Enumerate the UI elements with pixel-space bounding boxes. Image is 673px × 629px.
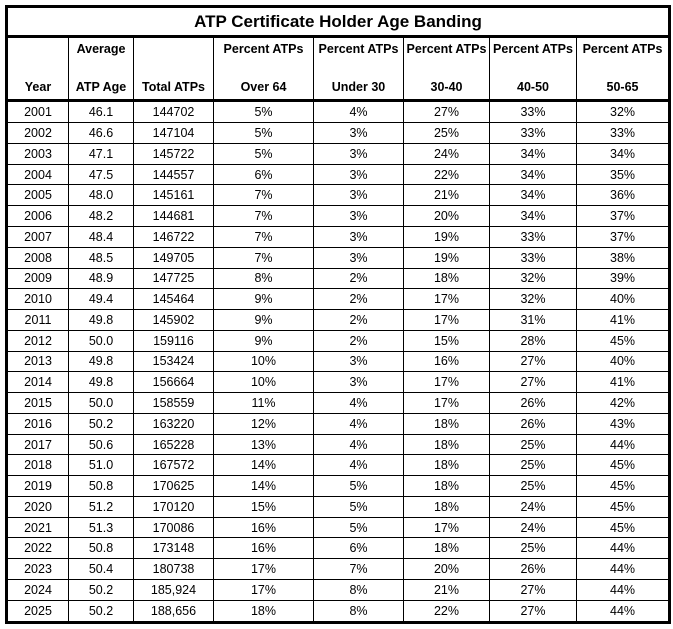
column-header-line1 <box>135 42 212 56</box>
cell-percent-50-65: 45% <box>577 476 670 497</box>
cell-percent-30-40: 17% <box>404 372 490 393</box>
cell-year: 2002 <box>7 123 69 144</box>
cell-percent-under-30: 4% <box>314 393 404 414</box>
cell-total-atps: 170120 <box>134 496 214 517</box>
column-header-line1: Percent ATPs <box>493 42 573 56</box>
cell-percent-30-40: 27% <box>404 101 490 123</box>
cell-percent-under-30: 3% <box>314 351 404 372</box>
cell-percent-over-64: 15% <box>214 496 314 517</box>
cell-total-atps: 165228 <box>134 434 214 455</box>
cell-year: 2015 <box>7 393 69 414</box>
table-row <box>7 247 670 268</box>
cell-percent-under-30: 5% <box>314 496 404 517</box>
cell-percent-40-50: 32% <box>490 268 577 289</box>
cell-percent-30-40: 21% <box>404 185 490 206</box>
table-row <box>7 268 670 289</box>
cell-percent-50-65: 41% <box>577 310 670 331</box>
cell-percent-under-30: 2% <box>314 289 404 310</box>
cell-total-atps: 146722 <box>134 226 214 247</box>
column-header-line2: 50-65 <box>606 80 639 94</box>
cell-percent-under-30: 4% <box>314 413 404 434</box>
table-row <box>7 164 670 185</box>
cell-percent-50-65: 37% <box>577 206 670 227</box>
cell-year: 2013 <box>7 351 69 372</box>
cell-percent-50-65: 40% <box>577 351 670 372</box>
table-row <box>7 289 670 310</box>
cell-year: 2021 <box>7 517 69 538</box>
table-row <box>7 143 670 164</box>
cell-percent-under-30: 5% <box>314 476 404 497</box>
cell-percent-40-50: 34% <box>490 185 577 206</box>
cell-percent-40-50: 34% <box>490 206 577 227</box>
cell-percent-30-40: 20% <box>404 206 490 227</box>
cell-percent-over-64: 5% <box>214 143 314 164</box>
cell-percent-over-64: 14% <box>214 476 314 497</box>
cell-percent-50-65: 44% <box>577 559 670 580</box>
cell-percent-over-64: 16% <box>214 538 314 559</box>
cell-percent-over-64: 10% <box>214 372 314 393</box>
cell-percent-50-65: 45% <box>577 517 670 538</box>
header-row <box>7 37 670 101</box>
cell-year: 2022 <box>7 538 69 559</box>
column-header-line1: Percent ATPs <box>406 42 487 56</box>
cell-year: 2005 <box>7 185 69 206</box>
cell-average-atp-age: 49.8 <box>69 372 134 393</box>
cell-percent-under-30: 7% <box>314 559 404 580</box>
cell-average-atp-age: 51.0 <box>69 455 134 476</box>
cell-year: 2006 <box>7 206 69 227</box>
cell-percent-50-65: 36% <box>577 185 670 206</box>
cell-percent-30-40: 17% <box>404 310 490 331</box>
title-row <box>7 7 670 37</box>
cell-percent-over-64: 5% <box>214 123 314 144</box>
cell-total-atps: 147725 <box>134 268 214 289</box>
table-row <box>7 455 670 476</box>
cell-average-atp-age: 50.2 <box>69 579 134 600</box>
cell-percent-40-50: 28% <box>490 330 577 351</box>
cell-percent-30-40: 17% <box>404 393 490 414</box>
cell-average-atp-age: 50.2 <box>69 413 134 434</box>
cell-percent-30-40: 22% <box>404 600 490 622</box>
cell-percent-40-50: 34% <box>490 143 577 164</box>
column-header-line2: Total ATPs <box>142 80 205 94</box>
cell-percent-30-40: 22% <box>404 164 490 185</box>
cell-average-atp-age: 50.8 <box>69 538 134 559</box>
table-row <box>7 123 670 144</box>
cell-percent-over-64: 9% <box>214 310 314 331</box>
cell-total-atps: 145902 <box>134 310 214 331</box>
table-row <box>7 434 670 455</box>
cell-average-atp-age: 49.4 <box>69 289 134 310</box>
cell-percent-50-65: 33% <box>577 123 670 144</box>
cell-percent-40-50: 34% <box>490 164 577 185</box>
cell-year: 2020 <box>7 496 69 517</box>
cell-average-atp-age: 50.8 <box>69 476 134 497</box>
cell-year: 2008 <box>7 247 69 268</box>
cell-average-atp-age: 49.8 <box>69 351 134 372</box>
cell-percent-over-64: 7% <box>214 206 314 227</box>
cell-percent-under-30: 5% <box>314 517 404 538</box>
cell-year: 2010 <box>7 289 69 310</box>
table-row <box>7 185 670 206</box>
column-header <box>490 37 577 101</box>
cell-percent-over-64: 16% <box>214 517 314 538</box>
cell-percent-40-50: 33% <box>490 247 577 268</box>
cell-year: 2019 <box>7 476 69 497</box>
cell-percent-over-64: 12% <box>214 413 314 434</box>
cell-percent-30-40: 20% <box>404 559 490 580</box>
column-header <box>134 37 214 101</box>
column-header-line1: Percent ATPs <box>582 42 663 56</box>
table-row <box>7 517 670 538</box>
cell-percent-under-30: 8% <box>314 579 404 600</box>
cell-year: 2016 <box>7 413 69 434</box>
cell-year: 2001 <box>7 101 69 123</box>
cell-total-atps: 153424 <box>134 351 214 372</box>
cell-total-atps: 188,656 <box>134 600 214 622</box>
cell-total-atps: 170625 <box>134 476 214 497</box>
cell-percent-30-40: 17% <box>404 517 490 538</box>
cell-year: 2014 <box>7 372 69 393</box>
cell-total-atps: 145722 <box>134 143 214 164</box>
cell-percent-50-65: 44% <box>577 434 670 455</box>
atp-age-banding-table <box>5 5 671 624</box>
cell-percent-over-64: 7% <box>214 247 314 268</box>
column-header-line2: ATP Age <box>75 80 127 94</box>
cell-percent-50-65: 45% <box>577 455 670 476</box>
cell-percent-50-65: 34% <box>577 143 670 164</box>
cell-percent-30-40: 18% <box>404 476 490 497</box>
cell-percent-40-50: 25% <box>490 434 577 455</box>
table-body <box>7 101 670 623</box>
cell-percent-under-30: 4% <box>314 101 404 123</box>
table-row <box>7 559 670 580</box>
cell-percent-50-65: 35% <box>577 164 670 185</box>
cell-percent-40-50: 27% <box>490 372 577 393</box>
cell-percent-over-64: 7% <box>214 185 314 206</box>
cell-percent-over-64: 13% <box>214 434 314 455</box>
cell-percent-under-30: 4% <box>314 434 404 455</box>
cell-year: 2009 <box>7 268 69 289</box>
cell-percent-50-65: 39% <box>577 268 670 289</box>
cell-percent-40-50: 25% <box>490 455 577 476</box>
cell-percent-over-64: 11% <box>214 393 314 414</box>
cell-percent-over-64: 9% <box>214 289 314 310</box>
cell-total-atps: 180738 <box>134 559 214 580</box>
cell-average-atp-age: 48.5 <box>69 247 134 268</box>
cell-percent-40-50: 26% <box>490 393 577 414</box>
cell-percent-30-40: 18% <box>404 413 490 434</box>
column-header-line2: Over 64 <box>240 80 287 94</box>
cell-total-atps: 163220 <box>134 413 214 434</box>
table-row <box>7 372 670 393</box>
cell-percent-40-50: 33% <box>490 226 577 247</box>
cell-percent-50-65: 45% <box>577 496 670 517</box>
column-header <box>69 37 134 101</box>
cell-percent-50-65: 42% <box>577 393 670 414</box>
cell-year: 2024 <box>7 579 69 600</box>
cell-percent-50-65: 32% <box>577 101 670 123</box>
cell-percent-30-40: 25% <box>404 123 490 144</box>
column-header <box>314 37 404 101</box>
cell-average-atp-age: 50.0 <box>69 393 134 414</box>
cell-percent-under-30: 2% <box>314 330 404 351</box>
cell-percent-over-64: 10% <box>214 351 314 372</box>
cell-percent-under-30: 3% <box>314 164 404 185</box>
cell-average-atp-age: 47.5 <box>69 164 134 185</box>
cell-average-atp-age: 47.1 <box>69 143 134 164</box>
cell-percent-50-65: 45% <box>577 330 670 351</box>
cell-total-atps: 170086 <box>134 517 214 538</box>
cell-average-atp-age: 50.6 <box>69 434 134 455</box>
cell-average-atp-age: 46.6 <box>69 123 134 144</box>
cell-percent-30-40: 18% <box>404 538 490 559</box>
cell-percent-over-64: 17% <box>214 559 314 580</box>
cell-average-atp-age: 49.8 <box>69 310 134 331</box>
table-row <box>7 413 670 434</box>
cell-total-atps: 159116 <box>134 330 214 351</box>
cell-year: 2004 <box>7 164 69 185</box>
cell-percent-under-30: 2% <box>314 310 404 331</box>
cell-percent-over-64: 18% <box>214 600 314 622</box>
cell-percent-over-64: 5% <box>214 101 314 123</box>
cell-total-atps: 156664 <box>134 372 214 393</box>
cell-percent-under-30: 3% <box>314 372 404 393</box>
cell-percent-under-30: 3% <box>314 247 404 268</box>
cell-total-atps: 145161 <box>134 185 214 206</box>
cell-total-atps: 173148 <box>134 538 214 559</box>
cell-percent-under-30: 6% <box>314 538 404 559</box>
table-row <box>7 330 670 351</box>
cell-percent-40-50: 24% <box>490 517 577 538</box>
cell-percent-50-65: 44% <box>577 600 670 622</box>
cell-percent-50-65: 40% <box>577 289 670 310</box>
cell-percent-over-64: 17% <box>214 579 314 600</box>
cell-average-atp-age: 48.2 <box>69 206 134 227</box>
cell-total-atps: 144702 <box>134 101 214 123</box>
cell-percent-40-50: 27% <box>490 351 577 372</box>
cell-percent-under-30: 8% <box>314 600 404 622</box>
cell-percent-50-65: 37% <box>577 226 670 247</box>
cell-percent-under-30: 3% <box>314 143 404 164</box>
cell-percent-50-65: 44% <box>577 538 670 559</box>
cell-average-atp-age: 50.4 <box>69 559 134 580</box>
cell-percent-over-64: 7% <box>214 226 314 247</box>
cell-percent-under-30: 3% <box>314 206 404 227</box>
column-header-line1: Percent ATPs <box>318 42 399 56</box>
cell-year: 2023 <box>7 559 69 580</box>
cell-total-atps: 144681 <box>134 206 214 227</box>
cell-percent-over-64: 14% <box>214 455 314 476</box>
cell-percent-under-30: 3% <box>314 226 404 247</box>
cell-percent-40-50: 31% <box>490 310 577 331</box>
column-header-line2: Under 30 <box>331 80 386 94</box>
cell-average-atp-age: 50.2 <box>69 600 134 622</box>
cell-total-atps: 149705 <box>134 247 214 268</box>
cell-percent-40-50: 26% <box>490 413 577 434</box>
cell-percent-40-50: 32% <box>490 289 577 310</box>
cell-average-atp-age: 46.1 <box>69 101 134 123</box>
column-header <box>577 37 670 101</box>
column-header-line2: 40-50 <box>517 80 549 94</box>
table-row <box>7 226 670 247</box>
cell-average-atp-age: 51.2 <box>69 496 134 517</box>
table-row <box>7 496 670 517</box>
cell-percent-40-50: 33% <box>490 123 577 144</box>
cell-average-atp-age: 51.3 <box>69 517 134 538</box>
cell-percent-40-50: 27% <box>490 579 577 600</box>
table-row <box>7 101 670 123</box>
cell-percent-40-50: 27% <box>490 600 577 622</box>
cell-total-atps: 145464 <box>134 289 214 310</box>
cell-percent-30-40: 18% <box>404 434 490 455</box>
table-row <box>7 310 670 331</box>
cell-percent-under-30: 2% <box>314 268 404 289</box>
table-row <box>7 600 670 622</box>
cell-year: 2003 <box>7 143 69 164</box>
cell-percent-50-65: 41% <box>577 372 670 393</box>
cell-percent-30-40: 19% <box>404 226 490 247</box>
cell-total-atps: 185,924 <box>134 579 214 600</box>
column-header <box>404 37 490 101</box>
cell-percent-30-40: 24% <box>404 143 490 164</box>
cell-percent-over-64: 6% <box>214 164 314 185</box>
table-row <box>7 206 670 227</box>
cell-percent-50-65: 44% <box>577 579 670 600</box>
cell-percent-40-50: 33% <box>490 101 577 123</box>
cell-percent-over-64: 8% <box>214 268 314 289</box>
table-row <box>7 579 670 600</box>
cell-percent-30-40: 18% <box>404 455 490 476</box>
cell-percent-50-65: 38% <box>577 247 670 268</box>
column-header-line2: 30-40 <box>430 80 463 94</box>
cell-percent-over-64: 9% <box>214 330 314 351</box>
cell-year: 2025 <box>7 600 69 622</box>
cell-year: 2018 <box>7 455 69 476</box>
column-header-line1: Percent ATPs <box>223 42 304 56</box>
cell-total-atps: 158559 <box>134 393 214 414</box>
cell-total-atps: 147104 <box>134 123 214 144</box>
column-header-line1 <box>9 42 67 56</box>
cell-percent-40-50: 26% <box>490 559 577 580</box>
table-row <box>7 538 670 559</box>
cell-year: 2011 <box>7 310 69 331</box>
cell-average-atp-age: 48.4 <box>69 226 134 247</box>
column-header <box>214 37 314 101</box>
cell-percent-40-50: 24% <box>490 496 577 517</box>
cell-percent-30-40: 16% <box>404 351 490 372</box>
cell-percent-30-40: 17% <box>404 289 490 310</box>
table-row <box>7 476 670 497</box>
cell-average-atp-age: 48.0 <box>69 185 134 206</box>
cell-average-atp-age: 50.0 <box>69 330 134 351</box>
cell-percent-30-40: 18% <box>404 496 490 517</box>
cell-percent-under-30: 4% <box>314 455 404 476</box>
cell-total-atps: 144557 <box>134 164 214 185</box>
cell-total-atps: 167572 <box>134 455 214 476</box>
column-header-line1: Average <box>76 42 126 56</box>
cell-percent-40-50: 25% <box>490 476 577 497</box>
column-header-line2: Year <box>24 80 52 94</box>
cell-average-atp-age: 48.9 <box>69 268 134 289</box>
cell-percent-under-30: 3% <box>314 123 404 144</box>
cell-percent-under-30: 3% <box>314 185 404 206</box>
cell-year: 2012 <box>7 330 69 351</box>
cell-percent-30-40: 19% <box>404 247 490 268</box>
table-title: ATP Certificate Holder Age Banding <box>7 7 670 37</box>
table-row <box>7 351 670 372</box>
table-row <box>7 393 670 414</box>
cell-percent-30-40: 21% <box>404 579 490 600</box>
cell-percent-30-40: 15% <box>404 330 490 351</box>
column-header <box>7 37 69 101</box>
cell-percent-50-65: 43% <box>577 413 670 434</box>
cell-percent-40-50: 25% <box>490 538 577 559</box>
cell-year: 2007 <box>7 226 69 247</box>
cell-year: 2017 <box>7 434 69 455</box>
cell-percent-30-40: 18% <box>404 268 490 289</box>
